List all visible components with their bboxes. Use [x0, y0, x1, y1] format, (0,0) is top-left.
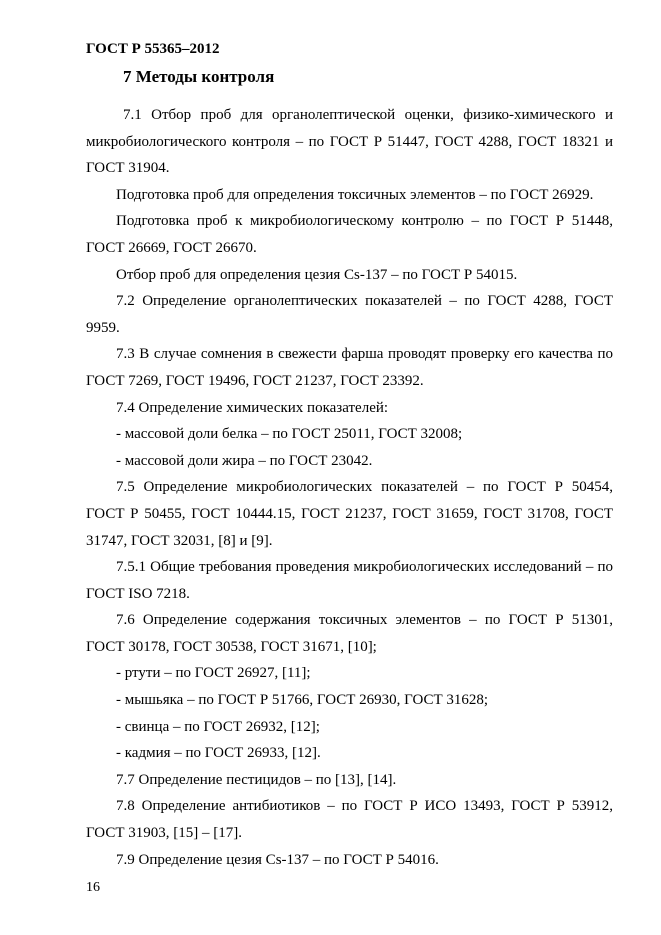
list-item-fat: - массовой доли жира – по ГОСТ 23042.	[116, 452, 373, 469]
section-title: 7 Методы контроля	[123, 67, 275, 86]
paragraph-7-7: 7.7 Определение пестицидов – по [13], [14].	[116, 771, 397, 788]
paragraph-sample-prep-toxic: Подготовка проб для определения токсичных элементов – по ГОСТ 26929.	[116, 186, 594, 203]
list-item-mercury: - ртути – по ГОСТ 26927, [11];	[116, 665, 311, 682]
paragraph-7-4: 7.4 Определение химических показателей:	[116, 399, 389, 416]
document-body	[86, 102, 613, 873]
paragraph-7-9: 7.9 Определение цезия Cs-137 – по ГОСТ Р 54016.	[116, 851, 439, 868]
paragraph-7-1: 7.1 Отбор проб для органолептической оценки, физико-химического и микробиологического контроля – по ГОСТ Р 51447, ГОСТ 4288, ГОСТ 18321 и ГОСТ 31904.	[86, 107, 613, 177]
paragraph-sample-cesium: Отбор проб для определения цезия Cs-137 – по ГОСТ Р 54015.	[116, 266, 518, 283]
paragraph-7-8: 7.8 Определение антибиотиков – по ГОСТ Р ИСО 13493, ГОСТ Р 53912, ГОСТ 31903, [15] – [17].	[86, 798, 613, 842]
page-number: 16	[86, 880, 100, 895]
list-item-arsenic: - мышьяка – по ГОСТ Р 51766, ГОСТ 26930, ГОСТ 31628;	[116, 692, 489, 709]
paragraph-sample-prep-micro: Подготовка проб к микробиологическому контролю – по ГОСТ Р 51448, ГОСТ 26669, ГОСТ 26670.	[86, 213, 613, 256]
list-item-lead: - свинца – по ГОСТ 26932, [12];	[116, 718, 320, 735]
document-header: ГОСТ Р 55365–2012	[86, 41, 220, 57]
list-item-protein: - массовой доли белка – по ГОСТ 25011, ГОСТ 32008;	[116, 426, 463, 443]
list-item-cadmium: - кадмия – по ГОСТ 26933, [12].	[116, 745, 321, 762]
paragraph-7-5: 7.5 Определение микробиологических показателей – по ГОСТ Р 50454, ГОСТ Р 50455, ГОСТ 10444.15, ГОСТ 21237, ГОСТ 31659, ГОСТ 31708, ГОСТ 31747, ГОСТ 32031, [8] и [9].	[86, 479, 613, 549]
paragraph-7-3: 7.3 В случае сомнения в свежести фарша проводят проверку его качества по ГОСТ 7269, ГОСТ 19496, ГОСТ 21237, ГОСТ 23392.	[86, 346, 613, 389]
paragraph-7-6: 7.6 Определение содержания токсичных элементов – по ГОСТ Р 51301, ГОСТ 30178, ГОСТ 30538, ГОСТ 31671, [10];	[86, 612, 613, 655]
paragraph-7-5-1: 7.5.1 Общие требования проведения микробиологических исследований – по ГОСТ ISO 7218.	[86, 559, 613, 602]
paragraph-7-2: 7.2 Определение органолептических показателей – по ГОСТ 4288, ГОСТ 9959.	[86, 293, 613, 336]
